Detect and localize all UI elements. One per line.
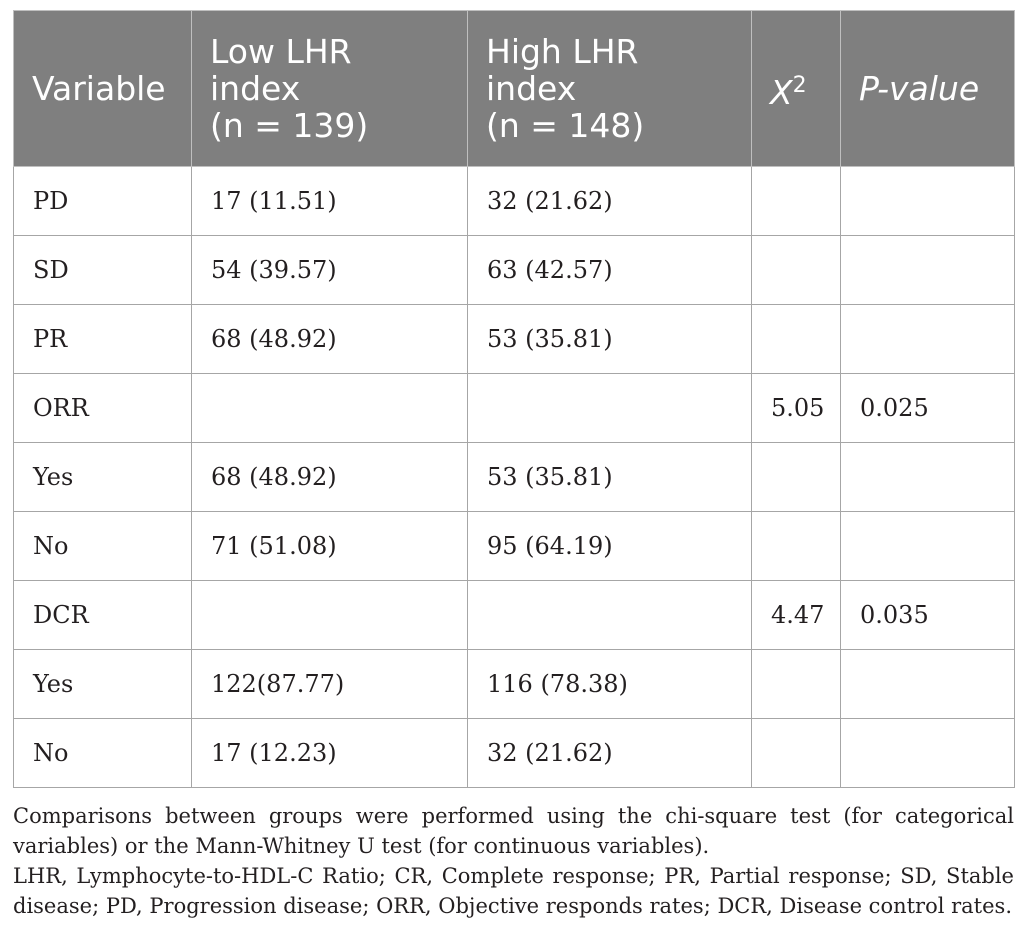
cell-low xyxy=(192,581,468,650)
cell-low xyxy=(192,374,468,443)
cell-variable: Yes xyxy=(14,443,192,512)
header-chi-square: $X^2$ xyxy=(752,11,841,167)
table-row xyxy=(14,374,1015,443)
results-table xyxy=(13,10,1015,788)
cell-low: 17 (11.51) xyxy=(192,167,468,236)
header-p-value: P-value xyxy=(841,11,1015,167)
header-row xyxy=(14,11,1015,167)
cell-variable: SD xyxy=(14,236,192,305)
cell-high: 32 (21.62) xyxy=(468,167,752,236)
cell-chi xyxy=(752,236,841,305)
cell-p xyxy=(841,719,1015,788)
cell-high: 95 (64.19) xyxy=(468,512,752,581)
cell-p xyxy=(841,443,1015,512)
cell-chi xyxy=(752,167,841,236)
table-row xyxy=(14,443,1015,512)
header-variable: Variable xyxy=(14,11,192,167)
header-high-lhr: High LHR index (n = 148) xyxy=(468,11,752,167)
cell-variable: DCR xyxy=(14,581,192,650)
cell-p: 0.035 xyxy=(841,581,1015,650)
cell-chi xyxy=(752,719,841,788)
table-footnotes xyxy=(13,801,1014,921)
cell-p xyxy=(841,236,1015,305)
cell-high: 63 (42.57) xyxy=(468,236,752,305)
cell-high: 53 (35.81) xyxy=(468,443,752,512)
cell-chi: 5.05 xyxy=(752,374,841,443)
cell-high: 116 (78.38) xyxy=(468,650,752,719)
cell-high xyxy=(468,374,752,443)
cell-p xyxy=(841,305,1015,374)
cell-variable: No xyxy=(14,512,192,581)
cell-chi xyxy=(752,305,841,374)
table-container xyxy=(13,10,1014,921)
table-row xyxy=(14,236,1015,305)
cell-high: 32 (21.62) xyxy=(468,719,752,788)
cell-low: 71 (51.08) xyxy=(192,512,468,581)
cell-variable: PD xyxy=(14,167,192,236)
cell-variable: PR xyxy=(14,305,192,374)
table-row xyxy=(14,305,1015,374)
cell-low: 17 (12.23) xyxy=(192,719,468,788)
footnote-methods: Comparisons between groups were performed using the chi-square test (for categorical variables) or the Mann-Whitney U test (for continuous variables). xyxy=(13,804,1014,858)
header-low-lhr: Low LHR index (n = 139) xyxy=(192,11,468,167)
table-row xyxy=(14,581,1015,650)
cell-low: 122(87.77) xyxy=(192,650,468,719)
cell-variable: No xyxy=(14,719,192,788)
cell-low: 54 (39.57) xyxy=(192,236,468,305)
cell-p xyxy=(841,512,1015,581)
cell-chi xyxy=(752,443,841,512)
table-row xyxy=(14,719,1015,788)
cell-p: 0.025 xyxy=(841,374,1015,443)
footnote-abbreviations: LHR, Lymphocyte-to-HDL-C Ratio; CR, Complete response; PR, Partial response; SD, Stable disease; PD, Progression disease; ORR, Objective responds rates; DCR, Disease control rates. xyxy=(13,864,1014,918)
cell-low: 68 (48.92) xyxy=(192,305,468,374)
cell-high xyxy=(468,581,752,650)
cell-chi: 4.47 xyxy=(752,581,841,650)
table-row xyxy=(14,650,1015,719)
cell-low: 68 (48.92) xyxy=(192,443,468,512)
cell-variable: ORR xyxy=(14,374,192,443)
table-row xyxy=(14,512,1015,581)
cell-chi xyxy=(752,512,841,581)
cell-chi xyxy=(752,650,841,719)
table-row xyxy=(14,167,1015,236)
cell-variable: Yes xyxy=(14,650,192,719)
cell-p xyxy=(841,167,1015,236)
cell-high: 53 (35.81) xyxy=(468,305,752,374)
cell-p xyxy=(841,650,1015,719)
